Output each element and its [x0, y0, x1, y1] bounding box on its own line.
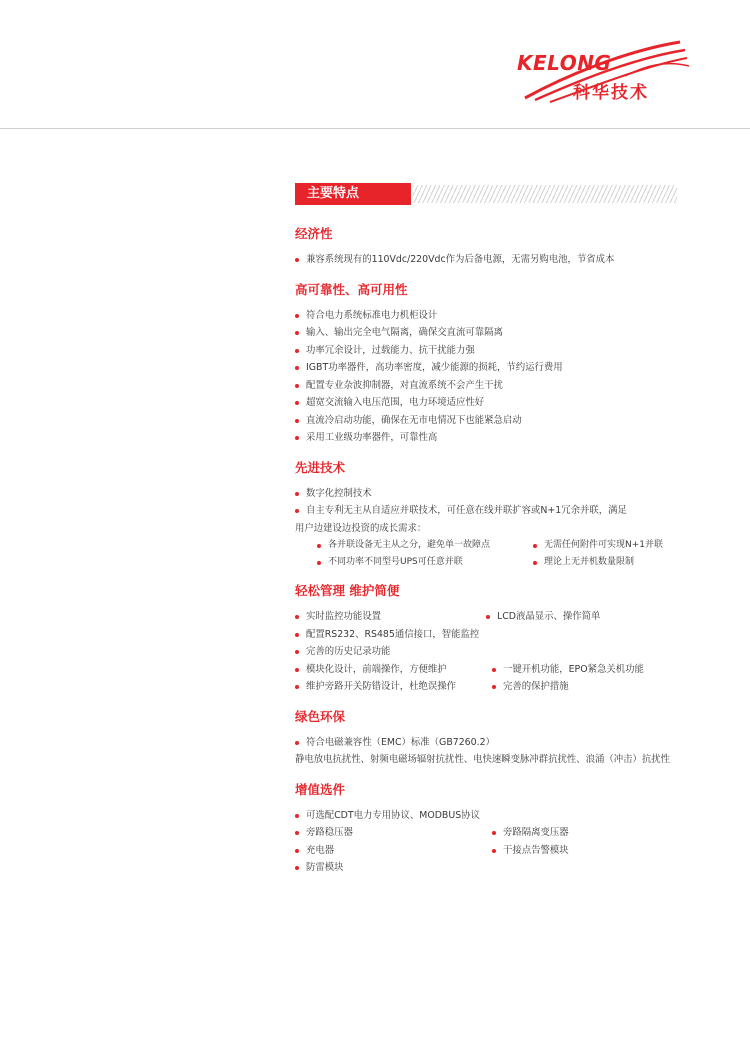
- sub-list-item: 各并联设备无主从之分，避免单一故障点: [317, 537, 533, 554]
- list-item: 干接点告警模块: [492, 842, 569, 860]
- section-title: 轻松管理 维护简便: [295, 583, 400, 598]
- section-title: 绿色环保: [295, 708, 346, 724]
- list-item: 配置RS232、RS485通信接口，智能监控: [295, 626, 685, 644]
- section-green: [295, 709, 685, 769]
- list-item: 旁路稳压器: [295, 824, 492, 842]
- list-row: [295, 678, 685, 696]
- section-banner: [295, 183, 677, 205]
- features-content: [295, 226, 685, 890]
- list-item: 完善的历史记录功能: [295, 643, 685, 661]
- list-item: 可选配CDT电力专用协议、MODBUS协议: [295, 807, 685, 825]
- bullet-icon: [492, 685, 496, 689]
- list-row: [295, 661, 685, 679]
- list-row: [295, 824, 685, 842]
- list-item: 旁路隔离变压器: [492, 824, 569, 842]
- bullet-icon: [295, 331, 299, 335]
- list-item: 兼容系统现有的110Vdc/220Vdc作为后备电源，无需另购电池，节省成本: [295, 251, 685, 269]
- section-management: [295, 583, 685, 696]
- list-item: 数字化控制技术: [295, 485, 685, 503]
- logo-chinese-name: 科华技术: [573, 83, 649, 103]
- list-item-continuation: 静电放电抗扰性、射频电磁场辐射抗扰性、电快速瞬变脉冲群抗扰性、浪涌（冲击）抗扰性: [295, 754, 671, 765]
- list-item: 采用工业级功率器件，可靠性高: [295, 429, 685, 447]
- sub-list-item: 理论上无并机数量限制: [533, 554, 634, 571]
- sub-list-item: 无需任何附件可实现N+1并联: [533, 537, 663, 554]
- list-item: 超宽交流输入电压范围，电力环境适应性好: [295, 394, 685, 412]
- list-row: [295, 608, 685, 626]
- section-title: 经济性: [295, 226, 333, 241]
- bullet-icon: [492, 668, 496, 672]
- bullet-icon: [295, 401, 299, 405]
- kelong-logo: [505, 36, 690, 106]
- bullet-icon: [295, 685, 299, 689]
- list-item: 实时监控功能设置: [295, 608, 486, 626]
- bullet-icon: [295, 258, 299, 262]
- bullet-icon: [492, 831, 496, 835]
- bullet-icon: [317, 544, 321, 548]
- sub-list-row: [317, 537, 685, 554]
- bullet-icon: [295, 668, 299, 672]
- bullet-icon: [295, 831, 299, 835]
- list-item: 功率冗余设计，过载能力、抗干扰能力强: [295, 342, 685, 360]
- list-item: 防雷模块: [295, 859, 685, 877]
- bullet-icon: [295, 633, 299, 637]
- bullet-icon: [533, 544, 537, 548]
- list-item: 充电器: [295, 842, 492, 860]
- list-item: 完善的保护措施: [492, 678, 569, 696]
- bullet-icon: [295, 492, 299, 496]
- bullet-icon: [295, 866, 299, 870]
- list-item: 符合电磁兼容性（EMC）标准（GB7260.2）: [295, 734, 685, 752]
- sub-list-row: [317, 554, 685, 571]
- logo-wordmark: KELONG: [517, 51, 612, 75]
- list-item: LCD液晶显示、操作简单: [486, 608, 600, 626]
- bullet-icon: [295, 741, 299, 745]
- bullet-icon: [295, 849, 299, 853]
- bullet-icon: [492, 849, 496, 853]
- banner-hatch-decoration: [413, 185, 677, 203]
- section-reliability: [295, 282, 685, 447]
- list-item: 直流冷启动功能，确保在无市电情况下也能紧急启动: [295, 412, 685, 430]
- list-item: 自主专利无主从自适应并联技术，可任意在线并联扩容或N+1冗余并联，满足: [295, 502, 685, 520]
- bullet-icon: [295, 814, 299, 818]
- bullet-icon: [295, 384, 299, 388]
- bullet-icon: [295, 419, 299, 423]
- bullet-icon: [317, 561, 321, 565]
- list-item: IGBT功率器件，高功率密度，减少能源的损耗，节约运行费用: [295, 359, 685, 377]
- bullet-icon: [295, 509, 299, 513]
- bullet-icon: [295, 650, 299, 654]
- section-options: [295, 782, 685, 877]
- bullet-icon: [295, 436, 299, 440]
- bullet-icon: [295, 349, 299, 353]
- bullet-icon: [295, 615, 299, 619]
- list-item: 输入、输出完全电气隔离，确保交直流可靠隔离: [295, 324, 685, 342]
- sub-list-item: 不同功率不同型号UPS可任意并联: [317, 554, 533, 571]
- list-item-continuation: 用户边建设边投资的成长需求：: [295, 522, 427, 534]
- list-item: 符合电力系统标准电力机柜设计: [295, 307, 685, 325]
- bullet-icon: [295, 314, 299, 318]
- header-divider: [0, 128, 750, 129]
- section-economy: [295, 226, 685, 269]
- list-item: 维护旁路开关防错设计，杜绝误操作: [295, 678, 492, 696]
- list-row: [295, 842, 685, 860]
- section-title: 先进技术: [295, 459, 346, 475]
- bullet-icon: [295, 366, 299, 370]
- list-item: 配置专业杂波抑制器，对直流系统不会产生干扰: [295, 377, 685, 395]
- bullet-icon: [486, 615, 490, 619]
- list-item: 一键开机功能，EPO紧急关机功能: [492, 661, 644, 679]
- section-title: 高可靠性、高可用性: [295, 281, 408, 297]
- section-title: 增值选件: [295, 781, 346, 797]
- section-advanced: [295, 460, 685, 571]
- bullet-icon: [533, 561, 537, 565]
- banner-title: 主要特点: [295, 183, 411, 205]
- list-item: 模块化设计，前端操作，方便维护: [295, 661, 492, 679]
